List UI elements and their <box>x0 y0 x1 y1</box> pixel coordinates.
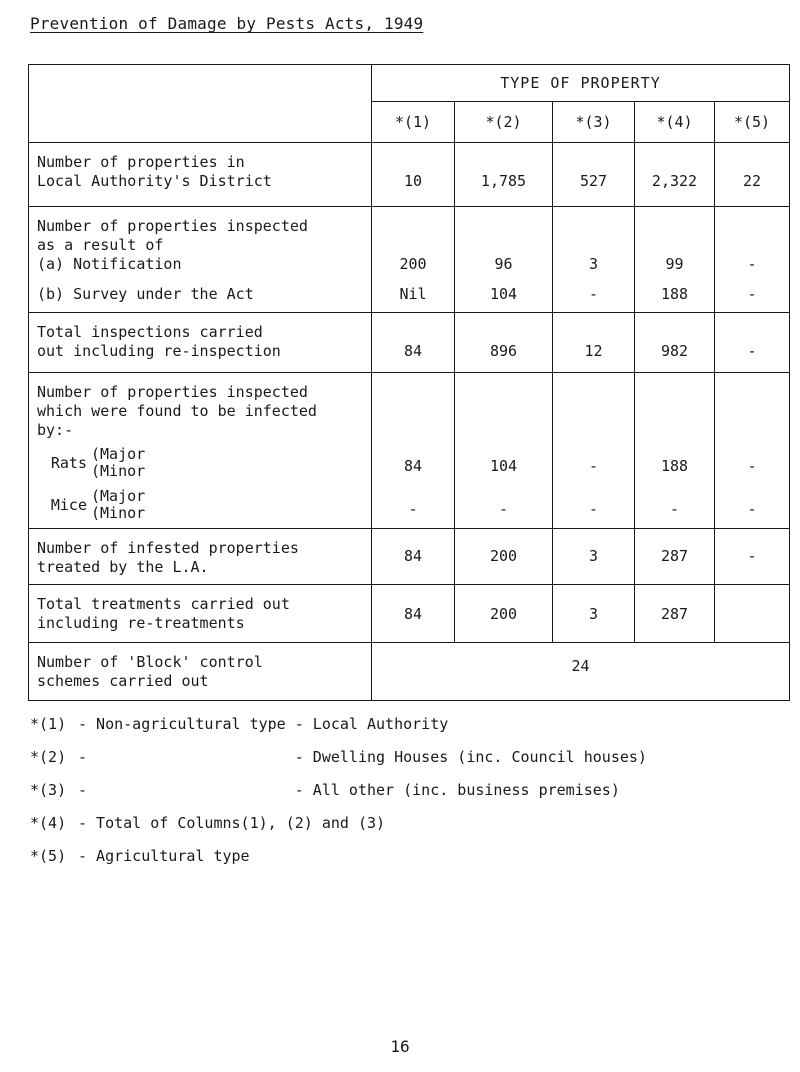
table-row <box>29 529 790 585</box>
cell-value: 84 <box>403 605 423 623</box>
footnote-text: - Non-agricultural type - Local Authority <box>78 715 449 733</box>
cell-value: 99 <box>665 255 684 273</box>
cell-value: 982 <box>660 342 689 360</box>
table-cell <box>635 207 715 313</box>
footnote-key: *(5) <box>30 847 67 865</box>
table-cell <box>553 529 635 585</box>
row-label <box>29 529 372 585</box>
footnote <box>30 745 770 778</box>
page-heading: Prevention of Damage by Pests Acts, 1949 <box>30 14 424 33</box>
label-line: Local Authority's District <box>37 172 272 190</box>
table-row <box>29 313 790 373</box>
row-label <box>29 143 372 207</box>
table-cell <box>372 313 455 373</box>
cell-value: - <box>588 285 599 303</box>
table-cell <box>455 207 553 313</box>
table-cell <box>635 143 715 207</box>
table-cell <box>455 143 553 207</box>
cell-value: - <box>498 500 509 518</box>
cell-value: - <box>747 500 757 518</box>
label-line: Number of 'Block' control <box>37 653 263 671</box>
cell-value: 12 <box>584 342 603 360</box>
cell-value: - <box>747 342 757 360</box>
cell-value: 84 <box>403 457 423 475</box>
type-of-property-header: TYPE OF PROPERTY <box>372 65 790 102</box>
table-cell <box>553 313 635 373</box>
label-line: Total inspections carried <box>37 323 263 341</box>
label-line: Number of properties inspected <box>37 383 308 401</box>
footnote <box>30 811 770 844</box>
footnote-key: *(4) <box>30 814 67 832</box>
cell-value: - <box>747 547 757 565</box>
cell-value: 200 <box>399 255 427 273</box>
table-cell <box>455 373 553 529</box>
table-row <box>29 207 790 313</box>
row-label <box>29 585 372 643</box>
table-cell <box>372 143 455 207</box>
label-line: by:- <box>37 421 74 439</box>
table-cell <box>635 373 715 529</box>
table-cell <box>455 529 553 585</box>
footnote-text: - Agricultural type <box>78 847 250 865</box>
mice-sub-row <box>37 488 365 522</box>
table-cell <box>372 529 455 585</box>
column-header: *(3) <box>553 102 635 143</box>
table-cell <box>372 643 790 701</box>
table-cell <box>635 585 715 643</box>
mice-label: Mice <box>50 495 87 514</box>
label-line: Number of properties in <box>37 153 245 171</box>
label-line: (b) Survey under the Act <box>37 285 254 303</box>
table-row <box>29 143 790 207</box>
cell-value: 200 <box>489 547 518 565</box>
rats-label: Rats <box>50 453 87 472</box>
table-cell <box>372 373 455 529</box>
label-line: Number of infested properties <box>37 539 299 557</box>
cell-value: 287 <box>660 547 689 565</box>
table-cell <box>553 585 635 643</box>
mice-kind-major: (Major <box>91 487 146 505</box>
table-cell <box>715 529 790 585</box>
label-line: out including re-inspection <box>37 342 281 360</box>
cell-value: 188 <box>660 457 689 475</box>
footnote-text: - - All other (inc. business premises) <box>78 781 620 799</box>
cell-value: 24 <box>571 657 590 675</box>
cell-value: 3 <box>588 255 599 273</box>
footnote-key: *(2) <box>30 748 67 766</box>
table-cell <box>372 585 455 643</box>
cell-value: - <box>747 457 757 475</box>
footnote-key: *(3) <box>30 781 67 799</box>
footnote-text: - - Dwelling Houses (inc. Council houses) <box>78 748 647 766</box>
cell-value: 22 <box>742 172 762 190</box>
cell-value: - <box>588 457 599 475</box>
cell-value: Nil <box>399 285 427 303</box>
cell-value: 3 <box>588 547 599 565</box>
page-number: 16 <box>390 1037 410 1056</box>
table-cell <box>715 207 790 313</box>
footnotes <box>30 712 770 877</box>
label-line: including re-treatments <box>37 614 245 632</box>
table-cell <box>553 373 635 529</box>
column-header: *(1) <box>372 102 455 143</box>
cell-value: - <box>408 500 418 518</box>
table-cell <box>455 585 553 643</box>
table-corner <box>29 65 372 143</box>
cell-value: - <box>588 500 599 518</box>
row-label <box>29 373 372 529</box>
cell-value: 84 <box>403 342 423 360</box>
mice-kind-minor: (Minor <box>91 504 146 522</box>
table-cell <box>715 313 790 373</box>
cell-value: 104 <box>489 457 518 475</box>
row-label <box>29 643 372 701</box>
table-cell <box>372 207 455 313</box>
footnote-key: *(1) <box>30 715 67 733</box>
rats-sub-row <box>37 446 365 480</box>
cell-value: 188 <box>660 285 689 303</box>
label-line: treated by the L.A. <box>37 558 209 576</box>
footnote <box>30 778 770 811</box>
cell-value: 96 <box>494 255 513 273</box>
cell-value: 10 <box>403 172 423 190</box>
cell-value: - <box>669 500 680 518</box>
table-cell <box>635 313 715 373</box>
table-cell <box>455 313 553 373</box>
label-line: which were found to be infected <box>37 402 317 420</box>
table-cell <box>635 529 715 585</box>
pest-statistics-table <box>28 64 790 701</box>
label-line: (a) Notification <box>37 255 182 273</box>
cell-value: 896 <box>489 342 518 360</box>
label-line: Total treatments carried out <box>37 595 290 613</box>
cell-value: 287 <box>660 605 689 623</box>
cell-value: 84 <box>403 547 423 565</box>
cell-value: 104 <box>489 285 518 303</box>
cell-value <box>715 605 789 624</box>
table-row <box>29 585 790 643</box>
cell-value: 527 <box>579 172 608 190</box>
label-line: Number of properties inspected <box>37 217 308 235</box>
table-row <box>29 373 790 529</box>
column-header: *(4) <box>635 102 715 143</box>
table-cell <box>715 585 790 643</box>
rats-kind-major: (Major <box>91 445 146 463</box>
table-cell <box>715 143 790 207</box>
table-cell <box>553 143 635 207</box>
table-cell <box>553 207 635 313</box>
label-line: schemes carried out <box>37 672 209 690</box>
column-header: *(5) <box>715 102 790 143</box>
table-row <box>29 643 790 701</box>
row-label <box>29 207 372 313</box>
column-header: *(2) <box>455 102 553 143</box>
cell-value: 3 <box>588 605 599 623</box>
label-line: as a result of <box>37 236 164 254</box>
cell-value: 1,785 <box>480 172 527 190</box>
footnote <box>30 712 770 745</box>
footnote-text: - Total of Columns(1), (2) and (3) <box>78 814 386 832</box>
cell-value: 200 <box>489 605 518 623</box>
cell-value: - <box>747 285 757 303</box>
table-cell <box>715 373 790 529</box>
row-label <box>29 313 372 373</box>
footnote <box>30 844 770 877</box>
cell-value: - <box>747 255 757 273</box>
rats-kind-minor: (Minor <box>91 462 146 480</box>
cell-value: 2,322 <box>651 172 698 190</box>
